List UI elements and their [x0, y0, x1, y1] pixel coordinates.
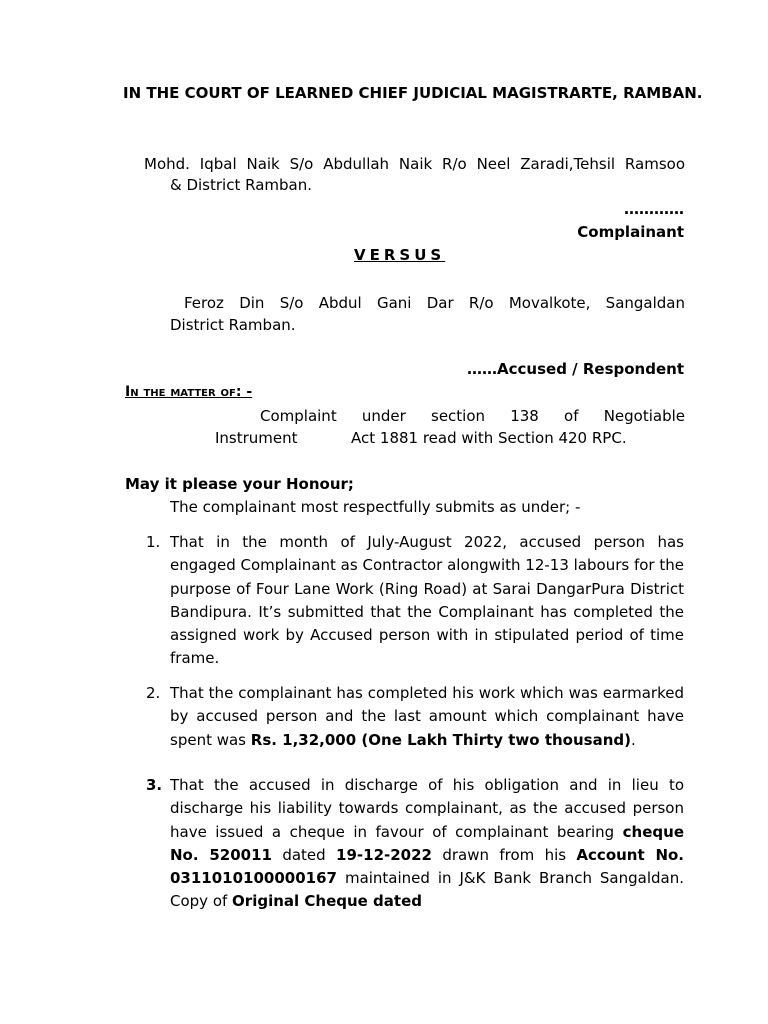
paragraph-3-text [170, 774, 684, 914]
subject-line-2b: Act 1881 read with Section 420 RPC. [351, 429, 627, 447]
intro-line: The complainant most respectfully submits as under; - [170, 498, 581, 516]
paragraph-1-text: That in the month of July-August 2022, accused person has engaged Complainant as Contractor alongwith 12-13 labours for the purpose of Four Lane Work (Ring Road) at Sarai DangarPura District Bandipura. It’s submitted that the Complainant has completed the assigned work by Accused person with in stipulated period of time frame. [170, 533, 684, 668]
subject-line-2a: Instrument [215, 429, 298, 447]
paragraph-3-original-cheque: Original Cheque dated [232, 892, 422, 911]
paragraph-2-text [170, 682, 684, 752]
accused-role: ……Accused / Respondent [467, 360, 684, 378]
paragraph-3-account-no: Account No. 0311010100000167 [170, 845, 685, 888]
accused-line-1: Feroz Din S/o Abdul Gani Dar R/o Movalkote, Sangaldan [184, 294, 685, 312]
paragraph-2-text-b: . [630, 730, 636, 749]
complainant-role: Complainant [577, 223, 684, 241]
paragraph-1-number: 1. [146, 533, 161, 551]
paragraph-3-text-1: That the accused in discharge of his obligation and in lieu to discharge his liability towards complainant, as the accused person have issued a cheque in favour of complainant bearing [170, 776, 684, 841]
complainant-dots: ………… [624, 200, 684, 218]
paragraph-3-text-3: drawn from his [431, 845, 577, 864]
versus-heading: VERSUS [354, 246, 446, 264]
paragraph-2-number: 2. [146, 684, 161, 702]
paragraph-3-cheque-date: 19-12-2022 [336, 845, 432, 864]
salutation: May it please your Honour; [125, 475, 354, 493]
paragraph-2-amount: Rs. 1,32,000 (One Lakh Thirty two thousand) [250, 730, 631, 749]
in-the-matter-heading: In the matter of: - [125, 384, 253, 400]
paragraph-3-cheque-no: cheque No. 520011 [170, 822, 684, 864]
complainant-line-1: Mohd. Iqbal Naik S/o Abdullah Naik R/o Neel Zaradi,Tehsil Ramsoo [144, 155, 685, 173]
paragraph-2-text-a: That the complainant has completed his work which was earmarked by accused person and the last amount which complainant have spent was [170, 684, 684, 749]
accused-line-2: District Ramban. [170, 316, 296, 334]
paragraph-3-text-2: dated [271, 845, 337, 864]
paragraph-3-number: 3. [146, 776, 163, 794]
court-title: IN THE COURT OF LEARNED CHIEF JUDICIAL MAGISTRARTE, RAMBAN. [123, 84, 703, 102]
paragraph-3-text-4: maintained in J&K Bank Branch Sangaldan. Copy of [170, 869, 684, 911]
subject-line-1: Complaint under section 138 of Negotiable [260, 407, 685, 425]
complainant-line-2: & District Ramban. [170, 176, 312, 194]
